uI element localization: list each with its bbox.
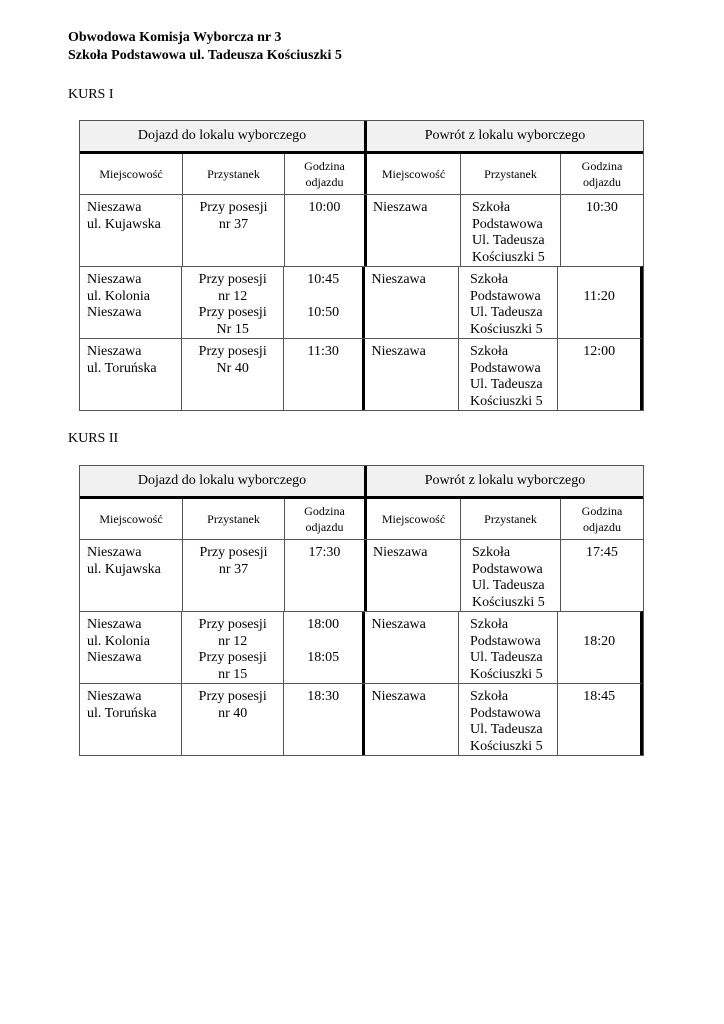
return-place-line: Nieszawa bbox=[371, 689, 426, 704]
departure-time-value bbox=[284, 634, 363, 651]
departure-stop-line: Przy posesji bbox=[198, 689, 267, 704]
column-header-time bbox=[284, 154, 364, 194]
column-header-stop: Przystanek bbox=[460, 154, 560, 194]
departure-place-line: Nieszawa bbox=[87, 617, 142, 632]
return-stop-line: Szkoła bbox=[469, 617, 509, 632]
departure-time-value: 10:00 bbox=[308, 200, 341, 215]
return-time bbox=[557, 684, 640, 755]
return-stop-line: Kościuszki 5 bbox=[469, 321, 543, 337]
departure-place-line: ul. Kujawska bbox=[87, 216, 161, 232]
return-time bbox=[560, 540, 643, 611]
table-row bbox=[80, 539, 643, 611]
return-place bbox=[362, 267, 458, 338]
column-header-row bbox=[80, 154, 643, 194]
committee-title: Obwodowa Komisja Wyborcza nr 3 bbox=[68, 30, 282, 45]
departure-stop-line: Przy posesji bbox=[198, 344, 267, 359]
return-place bbox=[362, 684, 458, 755]
table-row bbox=[80, 266, 643, 338]
departure-time-value: 10:45 bbox=[307, 272, 340, 287]
departure-place-line: ul. Kolonia bbox=[87, 633, 150, 649]
return-stop-line: Ul. Tadeusza bbox=[469, 722, 543, 737]
return-time bbox=[560, 195, 643, 266]
group-header-departure: Dojazd do lokalu wyborczego bbox=[137, 473, 307, 488]
return-place bbox=[362, 612, 458, 683]
return-stop bbox=[458, 267, 558, 338]
departure-place-line: ul. Kujawska bbox=[87, 561, 161, 577]
column-header-time-line: Godzina bbox=[581, 504, 623, 518]
return-time-value: 18:45 bbox=[583, 689, 616, 704]
departure-time-value: 10:50 bbox=[307, 305, 340, 320]
return-stop-line: Podstawowa bbox=[472, 216, 543, 232]
return-stop bbox=[458, 612, 558, 683]
departure-place bbox=[80, 195, 182, 266]
return-time-value: 10:30 bbox=[586, 200, 618, 215]
departure-stop-line: nr 12 bbox=[218, 288, 248, 304]
return-stop-line: Kościuszki 5 bbox=[472, 249, 545, 265]
return-stop-line: Podstawowa bbox=[469, 705, 541, 721]
group-header-return: Powrót z lokalu wyborczego bbox=[364, 121, 643, 151]
column-header-stop: Przystanek bbox=[182, 499, 284, 539]
departure-place bbox=[80, 540, 182, 611]
return-stop bbox=[460, 195, 560, 266]
return-place-line: Nieszawa bbox=[371, 272, 426, 287]
departure-place-line: ul. Kolonia bbox=[87, 288, 150, 304]
departure-place bbox=[80, 339, 181, 410]
return-place-line: Nieszawa bbox=[371, 617, 426, 632]
column-header-place: Miejscowość bbox=[99, 167, 163, 181]
departure-time bbox=[283, 267, 363, 338]
group-header-row bbox=[80, 466, 643, 499]
column-header-stop: Przystanek bbox=[182, 154, 284, 194]
return-time-value: 17:45 bbox=[586, 545, 618, 560]
table-row bbox=[80, 611, 643, 683]
return-stop-line: Szkoła bbox=[472, 200, 511, 215]
return-place-line: Nieszawa bbox=[373, 200, 428, 215]
departure-time bbox=[283, 684, 363, 755]
column-header-time-line: odjazdu bbox=[305, 175, 344, 189]
column-header-time bbox=[284, 499, 364, 539]
return-place-line: Nieszawa bbox=[373, 545, 428, 560]
return-stop-line: Ul. Tadeusza bbox=[469, 305, 543, 320]
return-place-line: Nieszawa bbox=[371, 344, 426, 359]
column-header-time bbox=[560, 499, 643, 539]
column-header-time-line: odjazdu bbox=[583, 175, 621, 189]
column-header-time-line: odjazdu bbox=[305, 520, 344, 534]
departure-time-value: 18:05 bbox=[307, 650, 340, 665]
return-stop-line: Podstawowa bbox=[469, 288, 541, 304]
column-header-time-line: Godzina bbox=[581, 159, 623, 173]
table-row bbox=[80, 338, 643, 410]
return-stop-line: Szkoła bbox=[469, 344, 509, 359]
departure-place bbox=[80, 267, 181, 338]
return-place bbox=[364, 195, 460, 266]
departure-stop-line: Przy posesji bbox=[199, 200, 268, 215]
departure-stop-line: Przy posesji bbox=[198, 272, 267, 287]
departure-stop bbox=[181, 612, 282, 683]
return-time bbox=[557, 267, 640, 338]
departure-place-line: Nieszawa bbox=[87, 200, 142, 215]
column-header-time-line: Godzina bbox=[304, 159, 345, 173]
return-stop-line: Szkoła bbox=[472, 545, 511, 560]
departure-place-line: Nieszawa bbox=[87, 650, 142, 665]
departure-place-line: Nieszawa bbox=[87, 305, 142, 320]
return-stop-line: Podstawowa bbox=[472, 561, 543, 577]
group-header-departure: Dojazd do lokalu wyborczego bbox=[137, 128, 307, 143]
return-stop-line: Ul. Tadeusza bbox=[469, 650, 543, 665]
return-stop-line: Podstawowa bbox=[469, 633, 541, 649]
return-stop bbox=[458, 684, 558, 755]
schedule-table bbox=[79, 120, 644, 411]
course-title: KURS II bbox=[68, 431, 119, 446]
departure-stop-line: Przy posesji bbox=[198, 305, 267, 320]
departure-place bbox=[80, 684, 181, 755]
departure-time-value: 17:30 bbox=[308, 545, 341, 560]
departure-time bbox=[283, 612, 363, 683]
return-time bbox=[557, 339, 640, 410]
departure-stop-line: Nr 40 bbox=[216, 360, 249, 376]
return-time-value: 18:20 bbox=[583, 633, 616, 649]
departure-place-line: ul. Toruńska bbox=[87, 360, 157, 376]
departure-stop-line: Przy posesji bbox=[198, 617, 267, 632]
departure-stop-line: nr 37 bbox=[218, 216, 249, 232]
departure-place-line: Nieszawa bbox=[87, 545, 142, 560]
course-title: KURS I bbox=[68, 87, 114, 102]
school-address: Szkoła Podstawowa ul. Tadeusza Kościuszki 5 bbox=[68, 48, 342, 63]
departure-place-line: Nieszawa bbox=[87, 272, 142, 287]
return-stop-line: Kościuszki 5 bbox=[469, 393, 543, 409]
return-place bbox=[364, 540, 460, 611]
column-header-place: Miejscowość bbox=[364, 154, 460, 194]
departure-stop-line: Przy posesji bbox=[199, 545, 268, 560]
column-header-place: Miejscowość bbox=[99, 512, 163, 526]
group-header-return: Powrót z lokalu wyborczego bbox=[364, 466, 643, 496]
departure-stop-line: nr 40 bbox=[218, 705, 248, 721]
departure-stop-line: nr 37 bbox=[218, 561, 249, 577]
departure-time-value: 11:30 bbox=[307, 344, 339, 359]
return-time bbox=[557, 612, 640, 683]
departure-stop bbox=[182, 540, 284, 611]
return-stop-line: Kościuszki 5 bbox=[472, 594, 545, 610]
return-stop-line: Szkoła bbox=[469, 272, 509, 287]
departure-place bbox=[80, 612, 181, 683]
return-stop bbox=[460, 540, 560, 611]
column-header-stop: Przystanek bbox=[460, 499, 560, 539]
group-header-row bbox=[80, 121, 643, 154]
departure-place-line: ul. Toruńska bbox=[87, 705, 157, 721]
departure-stop-line: Przy posesji bbox=[198, 650, 267, 665]
column-header-place: Miejscowość bbox=[364, 499, 460, 539]
return-stop-line: Ul. Tadeusza bbox=[472, 578, 545, 593]
departure-stop bbox=[181, 267, 282, 338]
return-stop-line: Kościuszki 5 bbox=[469, 738, 543, 754]
departure-stop-line: nr 15 bbox=[218, 666, 248, 682]
return-stop-line: Ul. Tadeusza bbox=[469, 377, 543, 392]
departure-stop bbox=[182, 195, 284, 266]
departure-time bbox=[284, 540, 364, 611]
departure-stop-line: nr 12 bbox=[218, 633, 248, 649]
return-stop-line: Szkoła bbox=[469, 689, 509, 704]
column-header-time bbox=[560, 154, 643, 194]
departure-stop bbox=[181, 339, 282, 410]
return-stop-line: Podstawowa bbox=[469, 360, 541, 376]
departure-time bbox=[283, 339, 363, 410]
departure-place-line: Nieszawa bbox=[87, 689, 142, 704]
departure-time bbox=[284, 195, 364, 266]
departure-stop-line: Nr 15 bbox=[216, 321, 249, 337]
schedule-table bbox=[79, 465, 644, 756]
departure-place-line: Nieszawa bbox=[87, 344, 142, 359]
return-stop bbox=[458, 339, 558, 410]
return-place bbox=[362, 339, 458, 410]
column-header-time-line: odjazdu bbox=[583, 520, 621, 534]
departure-time-value: 18:00 bbox=[307, 617, 340, 632]
departure-stop bbox=[181, 684, 282, 755]
departure-time-value bbox=[284, 289, 363, 306]
table-row bbox=[80, 194, 643, 266]
column-header-time-line: Godzina bbox=[304, 504, 345, 518]
departure-time-value: 18:30 bbox=[307, 689, 340, 704]
table-row bbox=[80, 683, 643, 755]
return-time-value: 12:00 bbox=[583, 344, 616, 359]
column-header-row bbox=[80, 499, 643, 539]
return-time-value: 11:20 bbox=[583, 288, 615, 304]
return-stop-line: Ul. Tadeusza bbox=[472, 233, 545, 248]
return-stop-line: Kościuszki 5 bbox=[469, 666, 543, 682]
